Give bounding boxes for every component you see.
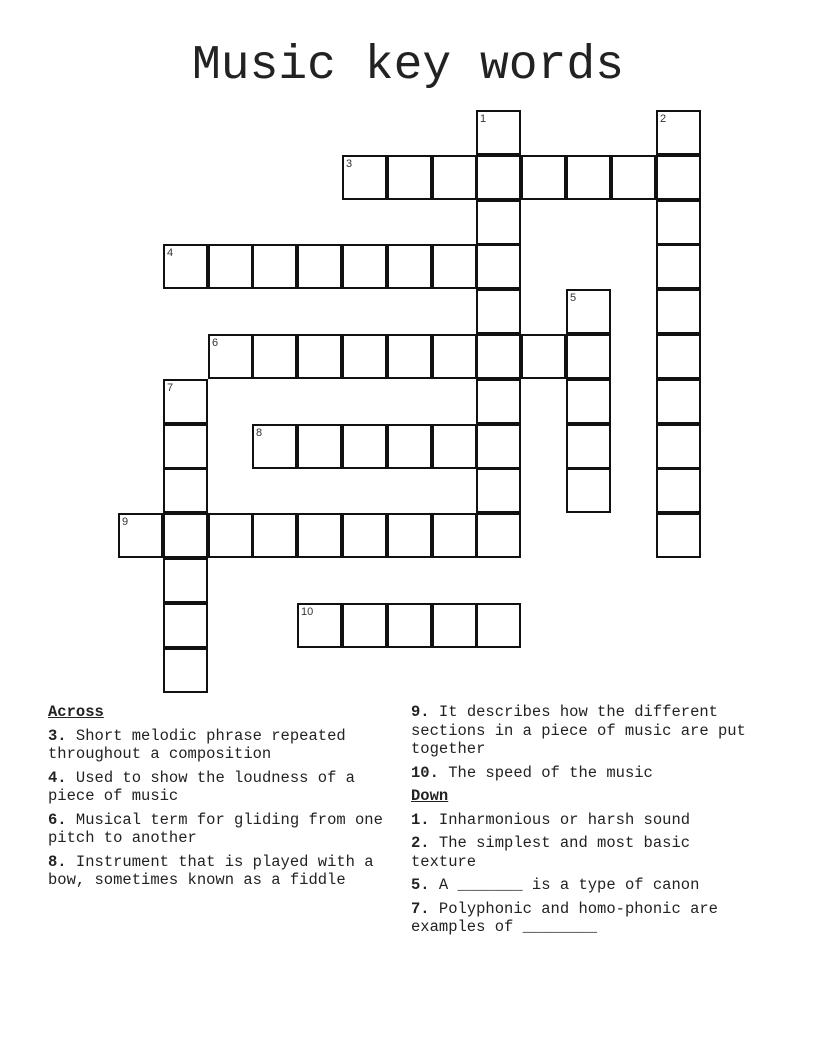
grid-cell[interactable] xyxy=(297,334,342,379)
clue-text: Short melodic phrase repeated throughout a composition xyxy=(48,726,346,763)
grid-cell[interactable] xyxy=(566,289,611,334)
grid-cell[interactable] xyxy=(297,513,342,558)
clue-number: 2. xyxy=(411,834,430,852)
clue-text: Inharmonious or harsh sound xyxy=(438,810,691,829)
clue-across-4 xyxy=(48,769,398,806)
grid-cell[interactable] xyxy=(208,334,253,379)
down-heading: Down xyxy=(411,787,449,805)
across-heading: Across xyxy=(48,703,104,721)
clue-number: 5. xyxy=(411,876,430,894)
grid-cell[interactable] xyxy=(566,424,611,469)
clue-text: A _______ is a type of canon xyxy=(438,876,700,894)
grid-cell[interactable] xyxy=(656,424,701,469)
cell-number: 5 xyxy=(570,292,577,304)
grid-cell[interactable] xyxy=(387,244,432,289)
clues-column-left xyxy=(48,703,398,895)
grid-cell[interactable] xyxy=(476,110,521,155)
clue-across-9 xyxy=(411,703,761,759)
grid-cell[interactable] xyxy=(656,513,701,558)
clue-text: The simplest and most basic texture xyxy=(411,834,691,871)
grid-cell[interactable] xyxy=(656,110,701,155)
cell-number: 4 xyxy=(167,247,174,259)
grid-cell[interactable] xyxy=(656,200,701,245)
cell-number: 1 xyxy=(480,113,487,125)
clue-number: 9. xyxy=(411,703,430,721)
cell-number: 9 xyxy=(122,516,129,528)
grid-cell[interactable] xyxy=(342,155,387,200)
clue-text: Musical term for gliding from one pitch to another xyxy=(48,810,383,847)
grid-cell[interactable] xyxy=(163,244,208,289)
cell-number: 2 xyxy=(660,113,667,125)
clue-across-10 xyxy=(411,764,761,783)
grid-cell[interactable] xyxy=(387,424,432,469)
grid-cell[interactable] xyxy=(163,603,208,648)
grid-cell[interactable] xyxy=(163,468,208,513)
clue-across-8 xyxy=(48,853,398,890)
cell-number: 8 xyxy=(256,427,263,439)
grid-cell[interactable] xyxy=(656,468,701,513)
clue-text: Instrument that is played with a bow, sometimes known as a fiddle xyxy=(48,852,374,889)
cell-number: 7 xyxy=(167,382,174,394)
grid-cell[interactable] xyxy=(163,558,208,603)
grid-cell[interactable] xyxy=(342,603,387,648)
clue-across-3 xyxy=(48,727,398,764)
grid-cell[interactable] xyxy=(476,603,521,648)
grid-cell[interactable] xyxy=(252,244,297,289)
clue-down-7 xyxy=(411,900,761,937)
grid-cell[interactable] xyxy=(476,200,521,245)
grid-cell[interactable] xyxy=(387,603,432,648)
grid-cell[interactable] xyxy=(118,513,163,558)
grid-cell[interactable] xyxy=(432,155,477,200)
grid-cell[interactable] xyxy=(656,244,701,289)
clue-text: The speed of the music xyxy=(448,763,653,782)
grid-cell[interactable] xyxy=(476,244,521,289)
grid-cell[interactable] xyxy=(163,648,208,693)
clue-number: 7. xyxy=(411,899,430,918)
grid-cell[interactable] xyxy=(476,424,521,469)
grid-cell[interactable] xyxy=(432,603,477,648)
clue-number: 6. xyxy=(48,810,67,829)
grid-cell[interactable] xyxy=(476,334,521,379)
cell-number: 3 xyxy=(346,158,353,170)
grid-cell[interactable] xyxy=(432,244,477,289)
grid-cell[interactable] xyxy=(521,334,566,379)
grid-cell[interactable] xyxy=(297,244,342,289)
grid-cell[interactable] xyxy=(252,513,297,558)
clue-text: Used to show the loudness of a piece of music xyxy=(48,768,355,805)
grid-cell[interactable] xyxy=(387,334,432,379)
grid-cell[interactable] xyxy=(476,289,521,334)
clue-down-1 xyxy=(411,811,761,830)
cell-number: 6 xyxy=(212,337,219,349)
grid-cell[interactable] xyxy=(297,603,342,648)
grid-cell[interactable] xyxy=(208,244,253,289)
grid-cell[interactable] xyxy=(566,468,611,513)
grid-cell[interactable] xyxy=(252,334,297,379)
grid-cell[interactable] xyxy=(566,155,611,200)
grid-cell[interactable] xyxy=(342,513,387,558)
grid-cell[interactable] xyxy=(476,155,521,200)
clue-number: 8. xyxy=(48,852,67,871)
grid-cell[interactable] xyxy=(432,513,477,558)
clue-number: 10. xyxy=(411,763,439,782)
clue-across-6 xyxy=(48,811,398,848)
grid-cell[interactable] xyxy=(611,155,656,200)
page-title: Music key words xyxy=(191,39,625,93)
clue-text: It describes how the different sections in a piece of music are put together xyxy=(411,703,746,758)
grid-cell[interactable] xyxy=(342,334,387,379)
clue-down-5 xyxy=(411,876,761,895)
grid-cell[interactable] xyxy=(476,379,521,424)
grid-cell[interactable] xyxy=(521,155,566,200)
grid-cell[interactable] xyxy=(387,513,432,558)
grid-cell[interactable] xyxy=(432,334,477,379)
grid-cell[interactable] xyxy=(656,155,701,200)
cell-number: 10 xyxy=(301,606,314,618)
grid-cell[interactable] xyxy=(163,424,208,469)
clue-text: Polyphonic and homo-phonic are examples of ________ xyxy=(411,899,718,936)
clue-number: 1. xyxy=(411,810,430,829)
grid-cell[interactable] xyxy=(163,513,208,558)
grid-cell[interactable] xyxy=(163,379,208,424)
clue-down-2 xyxy=(411,834,761,871)
clue-number: 3. xyxy=(48,726,67,745)
grid-cell[interactable] xyxy=(476,513,521,558)
grid-cell[interactable] xyxy=(252,424,297,469)
grid-cell[interactable] xyxy=(566,379,611,424)
grid-cell[interactable] xyxy=(387,155,432,200)
grid-cell[interactable] xyxy=(476,468,521,513)
grid-cell[interactable] xyxy=(566,334,611,379)
grid-cell[interactable] xyxy=(342,244,387,289)
grid-cell[interactable] xyxy=(432,424,477,469)
grid-cell[interactable] xyxy=(297,424,342,469)
grid-cell[interactable] xyxy=(656,289,701,334)
grid-cell[interactable] xyxy=(208,513,253,558)
grid-cell[interactable] xyxy=(342,424,387,469)
clue-number: 4. xyxy=(48,768,67,787)
clues-column-right xyxy=(411,703,761,942)
grid-cell[interactable] xyxy=(656,334,701,379)
grid-cell[interactable] xyxy=(656,379,701,424)
